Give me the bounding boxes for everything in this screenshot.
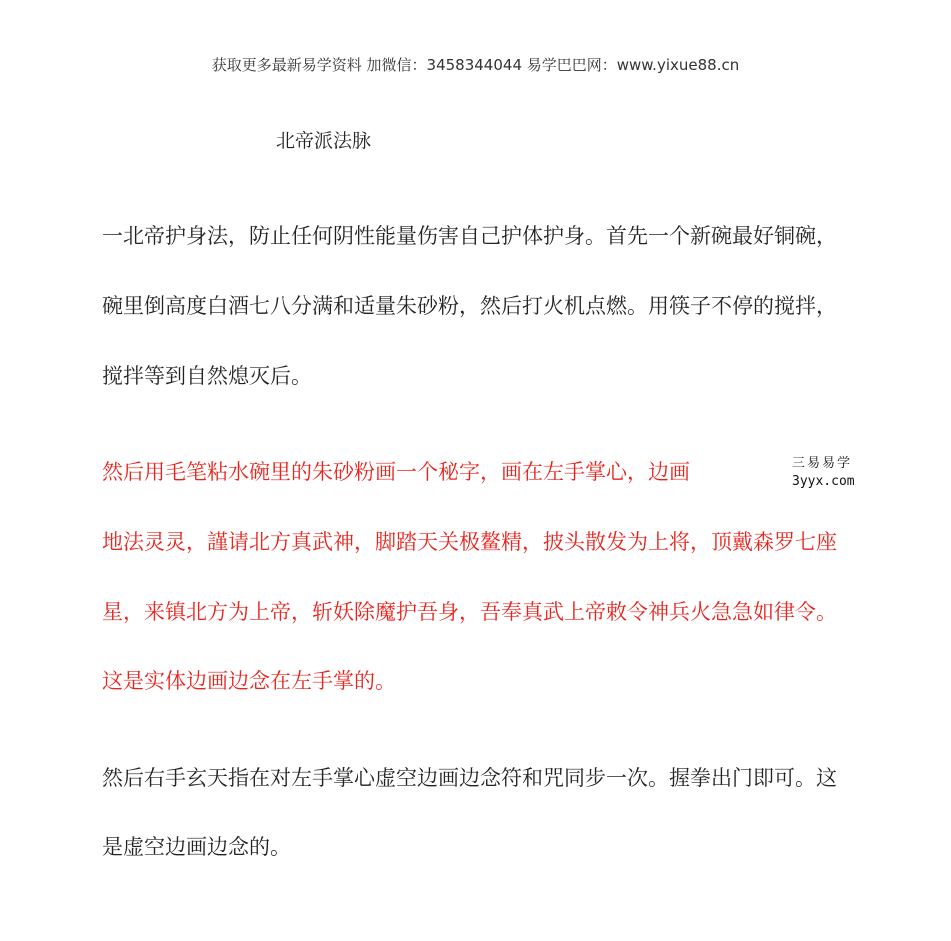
paragraph-2-line-3: 星，来镇北方为上帝，斩妖除魔护吾身，吾奉真武上帝敕令神兵火急急如律令。 [102, 600, 837, 624]
paragraph-1-line-3: 搅拌等到自然熄灭后。 [102, 364, 312, 388]
paragraph-2-line-2: 地法灵灵，謹请北方真武神，脚踏天关极鳌精，披头散发为上将，顶戴森罗七座 [102, 530, 837, 554]
paragraph-3-line-2: 是虚空边画边念的。 [102, 835, 291, 859]
document-title: 北帝派法脉 [276, 130, 372, 152]
header-promo-text: 获取更多最新易学资料 加微信：3458344044 易学巴巴网：www.yixue88.cn [211, 56, 740, 74]
paragraph-3-line-1: 然后右手玄天指在对左手掌心虚空边画边念符和咒同步一次。握拳出门即可。这 [102, 766, 837, 790]
watermark-site-url: 3yyx.com [792, 474, 855, 489]
paragraph-2-line-1: 然后用毛笔粘水碗里的朱砂粉画一个秘字，画在左手掌心，边画 [102, 460, 690, 484]
watermark-site-name: 三易易学 [792, 456, 853, 471]
paragraph-1-line-2: 碗里倒高度白酒七八分满和适量朱砂粉，然后打火机点燃。用筷子不停的搅拌， [102, 294, 837, 318]
paragraph-1-line-1: 一北帝护身法，防止任何阴性能量伤害自己护体护身。首先一个新碗最好铜碗， [102, 224, 837, 248]
paragraph-2-line-4: 这是实体边画边念在左手掌的。 [102, 669, 396, 693]
